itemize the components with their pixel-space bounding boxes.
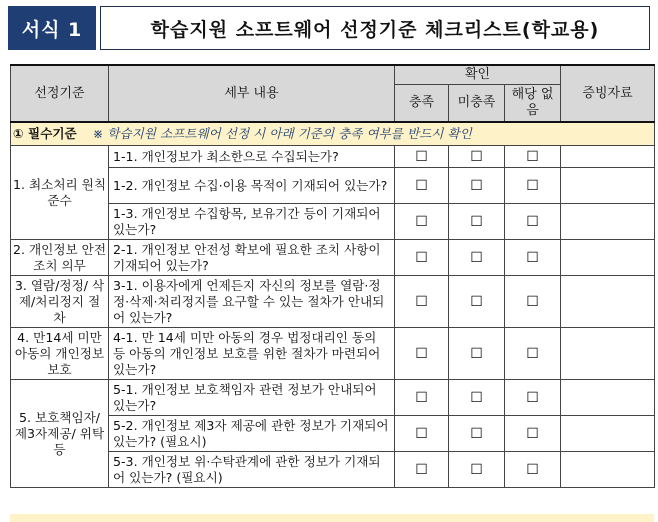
form-number-tag: 서식 1 <box>8 6 96 50</box>
criteria-detail: 2-1. 개인정보 안전성 확보에 필요한 조치 사항이 기재되어 있는가? <box>109 240 395 276</box>
checkbox-met[interactable]: ☐ <box>395 328 449 380</box>
header-evidence: 증빙자료 <box>561 65 655 122</box>
checkbox-na[interactable]: ☐ <box>505 416 561 452</box>
criteria-detail: 1-2. 개인정보 수집·이용 목적이 기재되어 있는가? <box>109 168 395 204</box>
criteria-name: 4. 만14세 미만 아동의 개인정보 보호 <box>11 328 109 380</box>
checkbox-met[interactable]: ☐ <box>395 452 449 488</box>
evidence-cell[interactable] <box>561 452 655 488</box>
checkbox-met[interactable]: ☐ <box>395 276 449 328</box>
checkbox-not-met[interactable]: ☐ <box>449 452 505 488</box>
next-section-band <box>10 514 654 522</box>
checkbox-not-met[interactable]: ☐ <box>449 380 505 416</box>
form-title: 학습지원 소프트웨어 선정기준 체크리스트(학교용) <box>100 6 650 50</box>
checkbox-not-met[interactable]: ☐ <box>449 276 505 328</box>
checklist-table <box>10 64 655 488</box>
table-row <box>11 276 655 328</box>
section-label: ① 필수기준 <box>13 126 77 141</box>
evidence-cell[interactable] <box>561 168 655 204</box>
header-criteria: 선정기준 <box>11 65 109 122</box>
checkbox-na[interactable]: ☐ <box>505 240 561 276</box>
header-na: 해당 없음 <box>505 85 561 123</box>
checkbox-na[interactable]: ☐ <box>505 452 561 488</box>
checkbox-na[interactable]: ☐ <box>505 380 561 416</box>
header-confirm: 확인 <box>395 65 561 85</box>
evidence-cell[interactable] <box>561 328 655 380</box>
form-header <box>8 6 650 50</box>
criteria-name: 1. 최소처리 원칙 준수 <box>11 146 109 240</box>
criteria-name: 5. 보호책임자/ 제3자제공/ 위탁 등 <box>11 380 109 488</box>
table-row <box>11 240 655 276</box>
evidence-cell[interactable] <box>561 146 655 168</box>
table-row <box>11 380 655 416</box>
evidence-cell[interactable] <box>561 380 655 416</box>
header-details: 세부 내용 <box>109 65 395 122</box>
checkbox-met[interactable]: ☐ <box>395 416 449 452</box>
header-met: 충족 <box>395 85 449 123</box>
criteria-detail: 5-3. 개인정보 위·수탁관계에 관한 정보가 기재되어 있는가? (필요시) <box>109 452 395 488</box>
criteria-detail: 4-1. 만 14세 미만 아동의 경우 법정대리인 동의 등 아동의 개인정보 보호를 위한 절차가 마련되어 있는가? <box>109 328 395 380</box>
evidence-cell[interactable] <box>561 276 655 328</box>
criteria-detail: 3-1. 이용자에게 언제든지 자신의 정보를 열람·정정·삭제·처리정지를 요구할 수 있는 절차가 안내되어 있는가? <box>109 276 395 328</box>
checkbox-na[interactable]: ☐ <box>505 168 561 204</box>
criteria-detail: 1-3. 개인정보 수집항목, 보유기간 등이 기재되어 있는가? <box>109 204 395 240</box>
criteria-detail: 5-1. 개인정보 보호책임자 관련 정보가 안내되어 있는가? <box>109 380 395 416</box>
evidence-cell[interactable] <box>561 240 655 276</box>
table-row <box>11 328 655 380</box>
checkbox-not-met[interactable]: ☐ <box>449 204 505 240</box>
checkbox-not-met[interactable]: ☐ <box>449 168 505 204</box>
criteria-detail: 5-2. 개인정보 제3자 제공에 관한 정보가 기재되어 있는가? (필요시) <box>109 416 395 452</box>
checkbox-not-met[interactable]: ☐ <box>449 328 505 380</box>
evidence-cell[interactable] <box>561 416 655 452</box>
section-row <box>11 122 655 146</box>
section-note: ※ 학습지원 소프트웨어 선정 시 아래 기준의 충족 여부를 반드시 확인 <box>92 126 472 141</box>
checkbox-na[interactable]: ☐ <box>505 146 561 168</box>
checkbox-met[interactable]: ☐ <box>395 168 449 204</box>
criteria-detail: 1-1. 개인정보가 최소한으로 수집되는가? <box>109 146 395 168</box>
checkbox-na[interactable]: ☐ <box>505 204 561 240</box>
table-row <box>11 146 655 168</box>
checkbox-not-met[interactable]: ☐ <box>449 416 505 452</box>
checkbox-met[interactable]: ☐ <box>395 204 449 240</box>
checkbox-na[interactable]: ☐ <box>505 328 561 380</box>
criteria-name: 3. 열람/정정/ 삭제/처리정지 절차 <box>11 276 109 328</box>
checkbox-met[interactable]: ☐ <box>395 240 449 276</box>
criteria-name: 2. 개인정보 안전조치 의무 <box>11 240 109 276</box>
checkbox-not-met[interactable]: ☐ <box>449 146 505 168</box>
checkbox-not-met[interactable]: ☐ <box>449 240 505 276</box>
checkbox-met[interactable]: ☐ <box>395 146 449 168</box>
header-not-met: 미충족 <box>449 85 505 123</box>
checkbox-met[interactable]: ☐ <box>395 380 449 416</box>
checkbox-na[interactable]: ☐ <box>505 276 561 328</box>
evidence-cell[interactable] <box>561 204 655 240</box>
